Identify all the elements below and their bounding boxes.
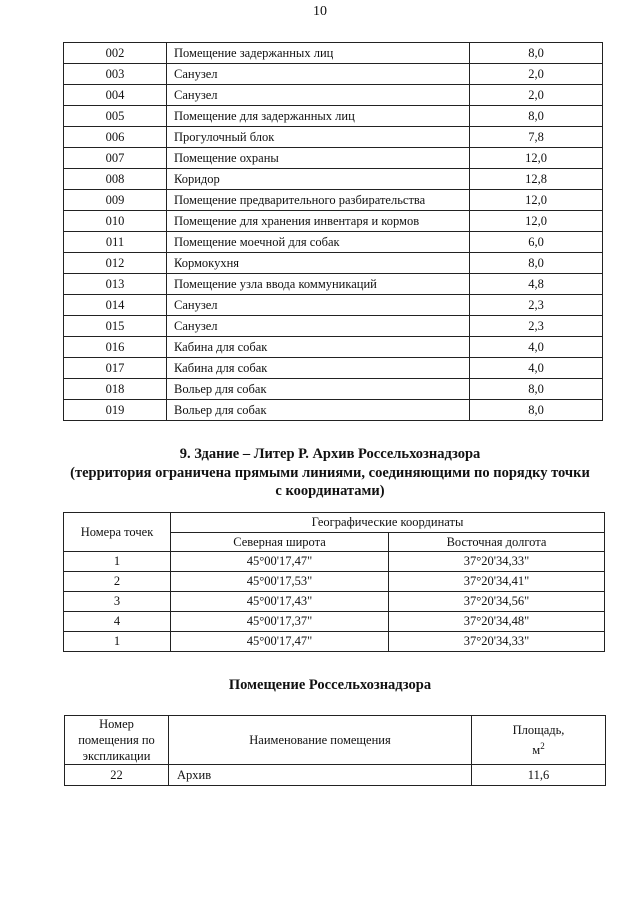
room-area: 4,0 (470, 358, 603, 379)
room-number: 016 (64, 337, 167, 358)
room-name: Помещение для хранения инвентаря и кормов (167, 211, 470, 232)
room-area: 8,0 (470, 379, 603, 400)
section-9-subtitle-line2: с координатами) (275, 483, 385, 499)
room-number: 011 (64, 232, 167, 253)
table-row (65, 765, 606, 786)
table-row (64, 379, 603, 400)
table-row (64, 552, 605, 572)
room-name: Санузел (167, 85, 470, 106)
room-number: 007 (64, 148, 167, 169)
premise-name: Архив (169, 765, 472, 786)
room-number: 006 (64, 127, 167, 148)
room-number: 014 (64, 295, 167, 316)
room-area: 12,0 (470, 148, 603, 169)
header-area-label: Площадь, (512, 722, 565, 737)
room-number: 019 (64, 400, 167, 421)
room-name: Санузел (167, 316, 470, 337)
header-room-number-line1: Номер (99, 717, 134, 731)
table-row (64, 85, 603, 106)
room-area: 7,8 (470, 127, 603, 148)
page-number: 10 (313, 4, 327, 19)
room-area: 8,0 (470, 43, 603, 64)
table-row (64, 64, 603, 85)
point-longitude: 37°20'34,33" (389, 552, 605, 572)
point-longitude: 37°20'34,41" (389, 572, 605, 592)
room-number: 005 (64, 106, 167, 127)
point-number: 1 (64, 552, 171, 572)
room-name: Кормокухня (167, 253, 470, 274)
section-9-title: 9. Здание – Литер Р. Архив Россельхознадзора (179, 446, 481, 462)
point-number: 1 (64, 632, 171, 652)
table-row (64, 295, 603, 316)
header-area-unit: м (532, 743, 541, 758)
room-name: Помещение для задержанных лиц (167, 106, 470, 127)
table-row (64, 592, 605, 612)
table-row (64, 358, 603, 379)
point-latitude: 45°00'17,47" (171, 632, 389, 652)
point-latitude: 45°00'17,37" (171, 612, 389, 632)
room-area: 8,0 (470, 400, 603, 421)
header-room-number-line3: экспликации (82, 749, 151, 763)
room-number: 017 (64, 358, 167, 379)
room-name: Кабина для собак (167, 337, 470, 358)
point-number: 3 (64, 592, 171, 612)
point-latitude: 45°00'17,53" (171, 572, 389, 592)
room-area: 8,0 (470, 106, 603, 127)
table-row (64, 127, 603, 148)
premise-number: 22 (65, 765, 169, 786)
room-area: 8,0 (470, 253, 603, 274)
room-name: Прогулочный блок (167, 127, 470, 148)
header-room-number (65, 716, 169, 765)
room-area: 12,0 (470, 190, 603, 211)
premise-section-title: Помещение Россельхознадзора (228, 677, 432, 693)
room-area: 2,0 (470, 64, 603, 85)
room-name: Вольер для собак (167, 379, 470, 400)
table-row (64, 169, 603, 190)
room-name: Помещение моечной для собак (167, 232, 470, 253)
table-row (64, 253, 603, 274)
room-name: Помещение узла ввода коммуникаций (167, 274, 470, 295)
point-latitude: 45°00'17,47" (171, 552, 389, 572)
table-row (64, 190, 603, 211)
table-row (64, 274, 603, 295)
header-geo-coordinates: Географические координаты (171, 513, 605, 533)
room-number: 012 (64, 253, 167, 274)
room-area: 4,0 (470, 337, 603, 358)
point-number: 4 (64, 612, 171, 632)
table-row (64, 148, 603, 169)
point-longitude: 37°20'34,48" (389, 612, 605, 632)
table-row (64, 43, 603, 64)
room-name: Кабина для собак (167, 358, 470, 379)
room-number: 015 (64, 316, 167, 337)
room-name: Санузел (167, 295, 470, 316)
header-room-number-line2: помещения по (78, 733, 155, 747)
room-name: Помещение охраны (167, 148, 470, 169)
room-area: 2,3 (470, 316, 603, 337)
header-room-name: Наименование помещения (169, 716, 472, 765)
header-area-unit-sup: 2 (540, 740, 545, 751)
room-number: 003 (64, 64, 167, 85)
section-9-subtitle-line1: (территория ограничена прямыми линиями, соединяющими по порядку точки (70, 465, 590, 481)
coordinates-table (63, 512, 605, 652)
header-longitude: Восточная долгота (389, 533, 605, 552)
room-name: Помещение предварительного разбирательства (167, 190, 470, 211)
room-number: 008 (64, 169, 167, 190)
point-latitude: 45°00'17,43" (171, 592, 389, 612)
rooms-table (63, 42, 603, 421)
point-longitude: 37°20'34,56" (389, 592, 605, 612)
table-row (64, 400, 603, 421)
point-number: 2 (64, 572, 171, 592)
room-number: 004 (64, 85, 167, 106)
table-row (64, 612, 605, 632)
table-row (64, 337, 603, 358)
premise-table (64, 715, 606, 786)
room-name: Вольер для собак (167, 400, 470, 421)
table-row (64, 211, 603, 232)
room-area: 2,3 (470, 295, 603, 316)
room-number: 013 (64, 274, 167, 295)
table-row (64, 106, 603, 127)
room-number: 002 (64, 43, 167, 64)
table-row (64, 316, 603, 337)
room-area: 12,0 (470, 211, 603, 232)
room-area: 4,8 (470, 274, 603, 295)
room-area: 2,0 (470, 85, 603, 106)
room-number: 010 (64, 211, 167, 232)
premise-area: 11,6 (472, 765, 606, 786)
room-area: 12,8 (470, 169, 603, 190)
room-name: Помещение задержанных лиц (167, 43, 470, 64)
room-number: 009 (64, 190, 167, 211)
room-area: 6,0 (470, 232, 603, 253)
header-room-area (472, 716, 606, 765)
point-longitude: 37°20'34,33" (389, 632, 605, 652)
room-name: Коридор (167, 169, 470, 190)
table-row (64, 572, 605, 592)
table-row (64, 632, 605, 652)
table-row (64, 232, 603, 253)
room-number: 018 (64, 379, 167, 400)
room-name: Санузел (167, 64, 470, 85)
header-latitude: Северная широта (171, 533, 389, 552)
header-point-numbers: Номера точек (64, 513, 171, 552)
